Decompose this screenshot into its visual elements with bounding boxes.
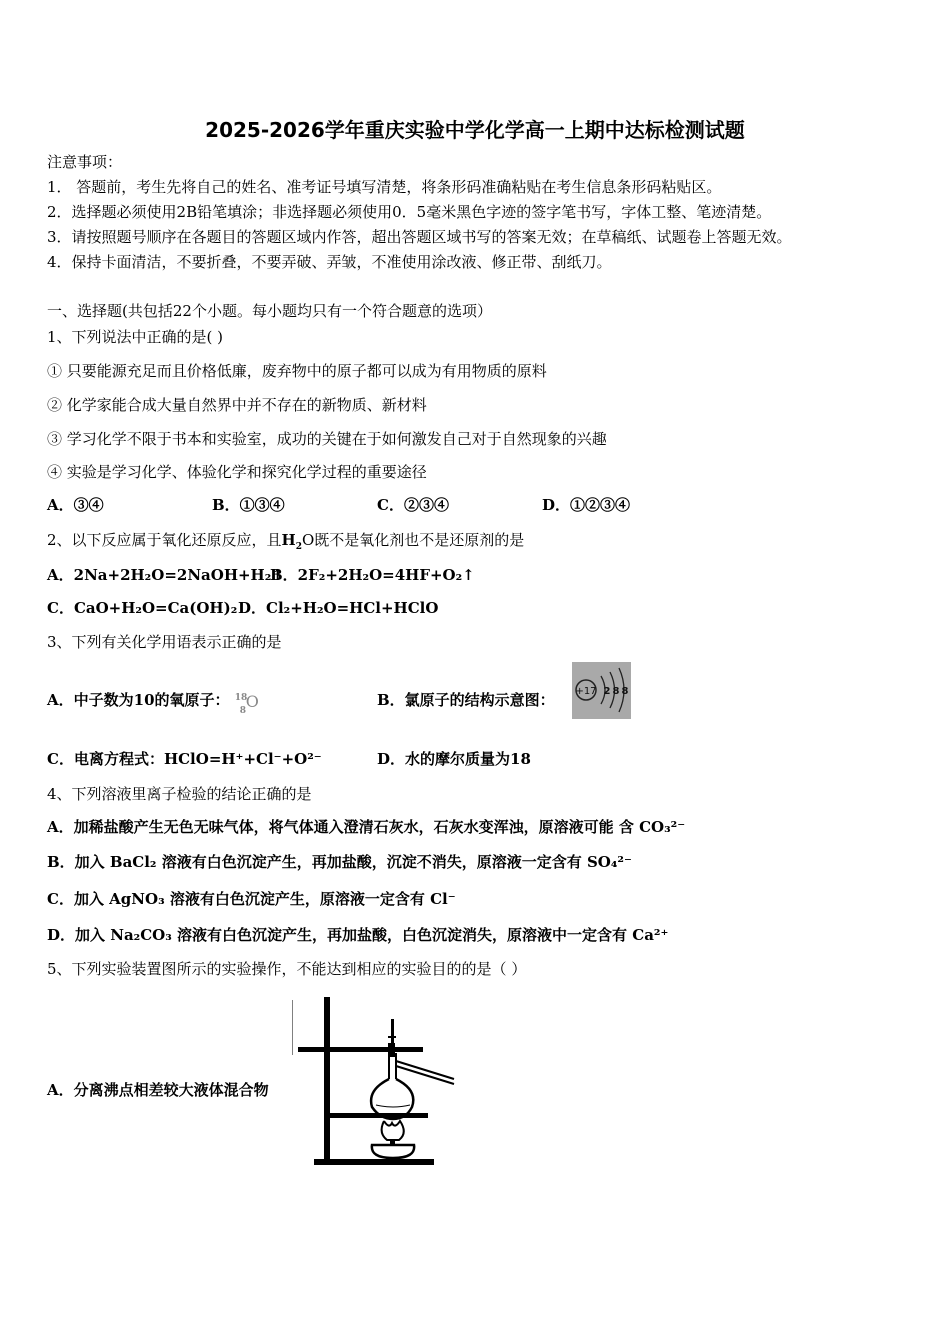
q1-item-1: ① 只要能源充足而且价格低廉，废弃物中的原子都可以成为有用物质的原料	[47, 362, 547, 380]
q5-stem: 5、下列实验装置图所示的实验操作，不能达到相应的实验目的的是（ ）	[47, 960, 527, 978]
nucleus-charge: +17	[575, 686, 597, 697]
q1-option-d: D．①②③④	[542, 496, 631, 514]
oxygen-isotope-symbol	[234, 690, 261, 716]
notice-heading: 注意事项：	[47, 153, 123, 171]
q4-option-c: C．加入 AgNO₃ 溶液有白色沉淀产生，原溶液一定含有 Cl⁻	[47, 890, 456, 908]
q4-option-b: B．加入 BaCl₂ 溶液有白色沉淀产生，再加盐酸，沉淀不消失，原溶液一定含有 SO₄²⁻	[47, 853, 632, 871]
q1-option-b: B．①③④	[212, 496, 285, 514]
q3-option-d: D．水的摩尔质量为18	[377, 750, 531, 768]
q2-option-b: B．2F₂+2H₂O=4HF+O₂↑	[270, 566, 475, 584]
q3-option-a-text: A．中子数为10的氧原子：	[47, 691, 230, 709]
chlorine-atom-diagram	[572, 662, 631, 719]
section-heading: 一、选择题(共包括22个小题。每小题均只有一个符合题意的选项）	[47, 302, 492, 320]
isotope-element: O	[245, 692, 259, 711]
q2-stem: 2、以下反应属于氧化还原反应，且$H_2O$既不是氧化剂也不是还原剂的是	[47, 531, 525, 552]
q3-stem: 3、下列有关化学用语表示正确的是	[47, 633, 282, 651]
q4-option-d: D．加入 Na₂CO₃ 溶液有白色沉淀产生，再加盐酸，白色沉淀消失，原溶液中一定含有 Ca²⁺	[47, 926, 669, 944]
q2-option-d: D．Cl₂+H₂O=HCl+HClO	[238, 599, 439, 617]
q4-option-a: A．加稀盐酸产生无色无味气体，将气体通入澄清石灰水，石灰水变浑浊，原溶液可能 含 CO₃²⁻	[47, 818, 686, 836]
page-title: 2025-2026学年重庆实验中学化学高一上期中达标检测试题	[205, 118, 745, 142]
isotope-atomic-number: 8	[239, 706, 247, 716]
shell-3-count: 8	[621, 686, 629, 697]
q5-option-a: A．分离沸点相差较大液体混合物	[47, 1081, 269, 1099]
q1-option-c: C．②③④	[377, 496, 449, 514]
q2-option-c: C．CaO+H₂O=Ca(OH)₂	[47, 599, 238, 617]
q3-option-a	[47, 690, 261, 716]
q1-stem: 1、下列说法中正确的是( )	[47, 328, 224, 346]
q3-option-c: C．电离方程式：HClO=H⁺+Cl⁻+O²⁻	[47, 750, 322, 768]
distillation-apparatus-diagram	[292, 995, 457, 1170]
q1-option-a: A．③④	[47, 496, 104, 514]
isotope-mass-number: 18	[234, 693, 248, 703]
q2-stem-pre: 2、以下反应属于氧化还原反应，且	[47, 531, 282, 549]
q2-stem-h: H	[281, 531, 296, 549]
q4-stem: 4、下列溶液里离子检验的结论正确的是	[47, 785, 312, 803]
shell-2-count: 8	[612, 686, 620, 697]
notice-item-1: 1． 答题前，考生先将自己的姓名、准考证号填写清楚，将条形码准确粘贴在考生信息条形码粘贴区。	[47, 178, 722, 196]
notice-item-2: 2．选择题必须使用2B铅笔填涂；非选择题必须使用0．5毫米黑色字迹的签字笔书写，字体工整、笔迹清楚。	[47, 203, 772, 221]
notice-item-3: 3．请按照题号顺序在各题目的答题区域内作答，超出答题区域书写的答案无效；在草稿纸、试题卷上答题无效。	[47, 228, 792, 246]
q2-stem-post: O既不是氧化剂也不是还原剂的是	[302, 531, 525, 549]
q2-option-a: A．2Na+2H₂O=2NaOH+H₂↑	[47, 566, 284, 584]
notice-item-4: 4．保持卡面清洁，不要折叠，不要弄破、弄皱，不准使用涂改液、修正带、刮纸刀。	[47, 253, 612, 271]
q1-item-4: ④ 实验是学习化学、体验化学和探究化学过程的重要途径	[47, 463, 427, 481]
q3-option-b: B．氯原子的结构示意图：	[377, 691, 555, 709]
q1-item-3: ③ 学习化学不限于书本和实验室，成功的关键在于如何激发自己对于自然现象的兴趣	[47, 430, 607, 448]
shell-1-count: 2	[603, 686, 611, 697]
q1-item-2: ② 化学家能合成大量自然界中并不存在的新物质、新材料	[47, 396, 427, 414]
